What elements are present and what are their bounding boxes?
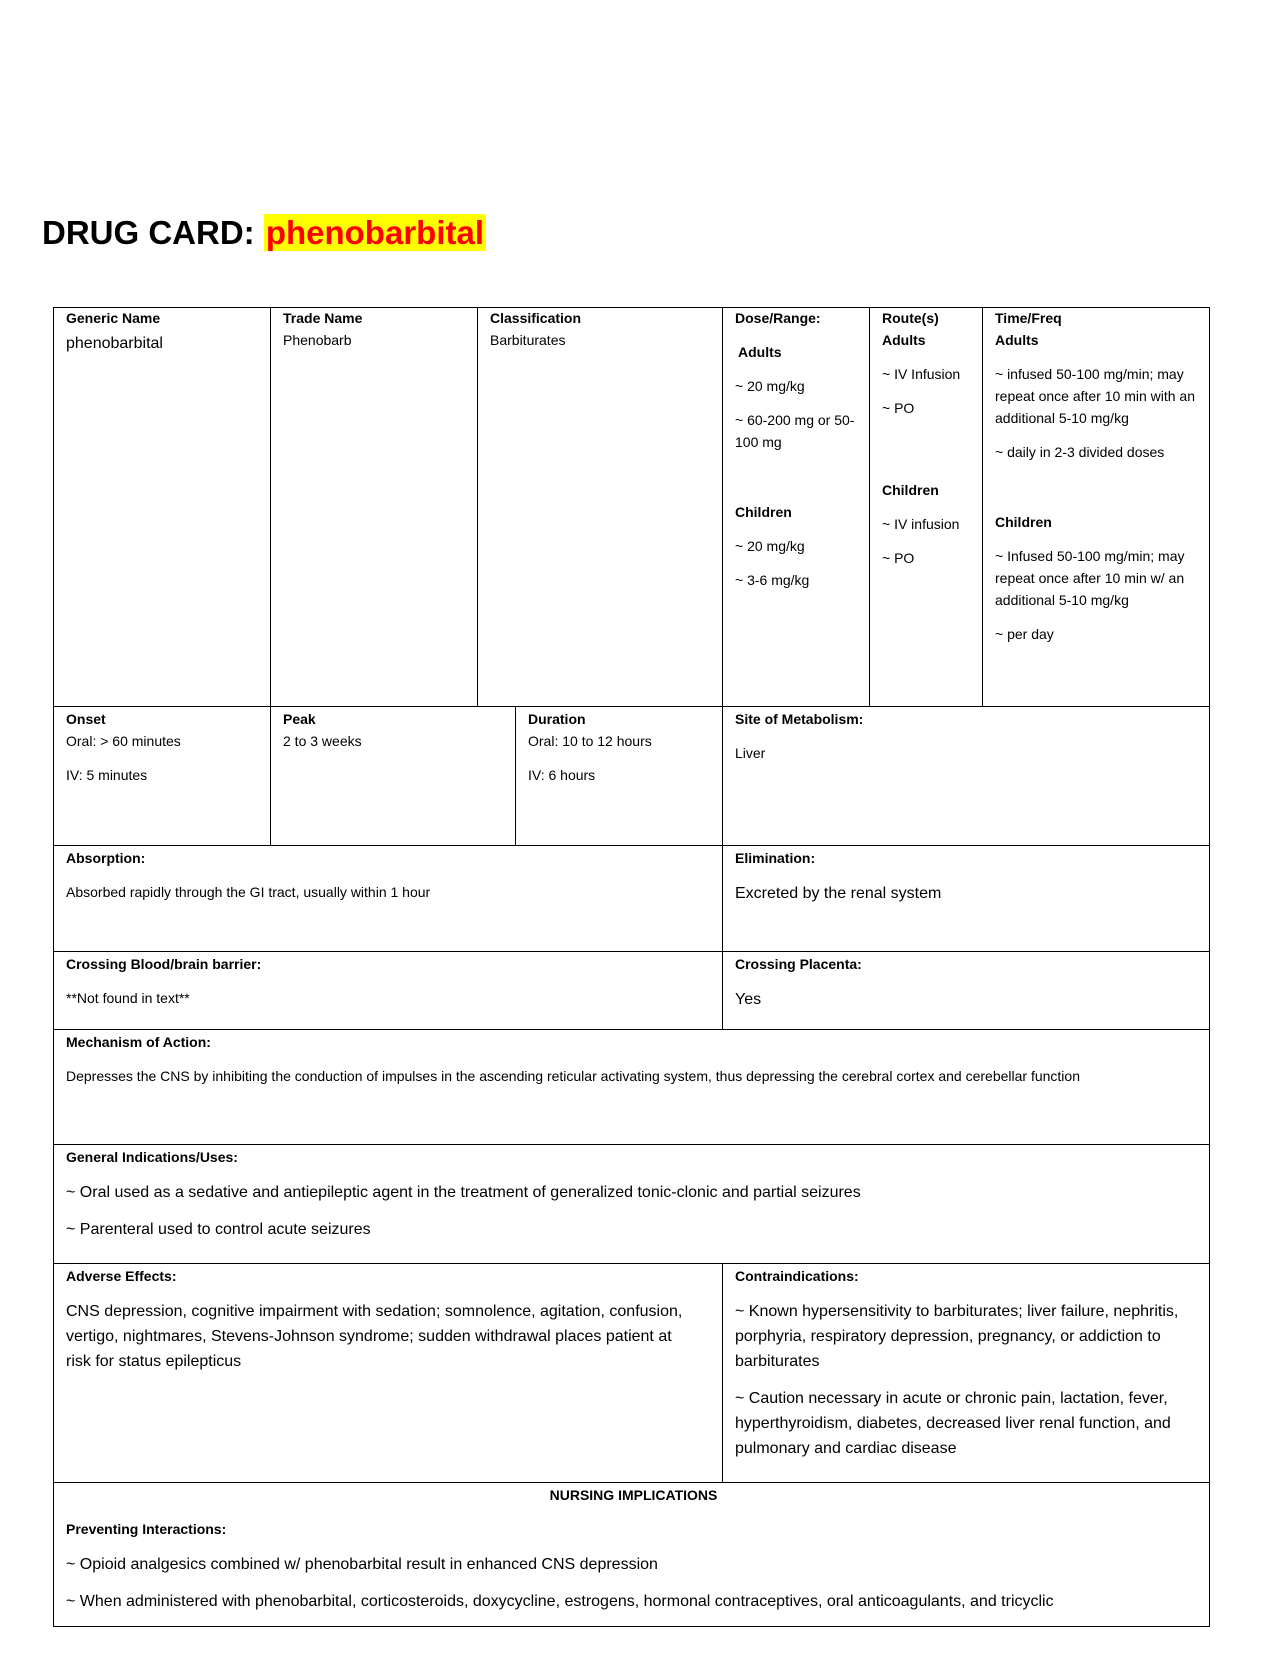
metabolism-label: Site of Metabolism: <box>735 711 864 727</box>
route-adults-item: ~ IV Infusion <box>882 366 961 382</box>
col-divider <box>722 845 723 1030</box>
indications-cell <box>66 1146 1201 1242</box>
dose-range-label: Dose/Range: <box>735 310 821 326</box>
route-children-item: ~ PO <box>882 550 915 566</box>
indication-item: ~ Oral used as a sedative and antiepileptic agent in the treatment of generalized tonic-clonic and partial seizures <box>66 1184 861 1201</box>
route-adults-item: ~ PO <box>882 400 915 416</box>
moa-cell <box>66 1031 1201 1087</box>
time-adults-item: ~ daily in 2-3 divided doses <box>995 444 1165 460</box>
col-divider <box>722 706 723 846</box>
row-divider <box>53 1263 1210 1264</box>
absorption-value: Absorbed rapidly through the GI tract, usually within 1 hour <box>66 884 431 900</box>
onset-oral: Oral: > 60 minutes <box>66 733 181 749</box>
time-freq-cell <box>995 307 1205 645</box>
absorption-label: Absorption: <box>66 850 146 866</box>
elimination-cell <box>735 847 1195 906</box>
classification-cell <box>490 307 715 351</box>
route-adults-label: Adults <box>882 332 926 348</box>
duration-label: Duration <box>528 711 586 727</box>
onset-label: Onset <box>66 711 106 727</box>
elimination-label: Elimination: <box>735 850 816 866</box>
adverse-effects-label: Adverse Effects: <box>66 1268 177 1284</box>
trade-name-label: Trade Name <box>283 310 363 326</box>
row-divider <box>53 845 1210 846</box>
col-divider <box>982 307 983 707</box>
dose-adults-item: ~ 60-200 mg or 50-100 mg <box>735 412 855 450</box>
col-divider <box>722 307 723 707</box>
contraindications-label: Contraindications: <box>735 1268 859 1284</box>
generic-name-value: phenobarbital <box>66 335 163 352</box>
bbb-value: **Not found in text** <box>66 990 190 1006</box>
bbb-label: Crossing Blood/brain barrier: <box>66 956 262 972</box>
placenta-value: Yes <box>735 991 762 1008</box>
title-prefix: DRUG CARD: <box>42 214 255 251</box>
row-divider <box>53 1482 1210 1483</box>
duration-oral: Oral: 10 to 12 hours <box>528 733 652 749</box>
moa-value: Depresses the CNS by inhibiting the conduction of impulses in the ascending reticular activating system, thus depressing the cerebral cortex and cerebellar function <box>66 1068 1080 1084</box>
adverse-effects-value: CNS depression, cognitive impairment with sedation; somnolence, agitation, confusion, vertigo, nightmares, Stevens-Johnson syndrome; sudden withdrawal places patient at risk for status epilepticus <box>66 1303 683 1370</box>
dose-children-label: Children <box>735 504 792 520</box>
time-children-item: ~ Infused 50-100 mg/min; may repeat once after 10 min w/ an additional 5-10 mg/kg <box>995 548 1185 608</box>
contraindication-item: ~ Caution necessary in acute or chronic pain, lactation, fever, hyperthyroidism, diabetes, decreased liver renal function, and pulmonary and cardiac disease <box>735 1390 1171 1457</box>
preventing-interactions-label: Preventing Interactions: <box>66 1521 227 1537</box>
time-freq-label: Time/Freq <box>995 310 1062 326</box>
peak-value: 2 to 3 weeks <box>283 733 362 749</box>
interaction-item: ~ Opioid analgesics combined w/ phenobarbital result in enhanced CNS depression <box>66 1556 658 1573</box>
peak-label: Peak <box>283 711 316 727</box>
col-divider <box>869 307 870 707</box>
interaction-item: ~ When administered with phenobarbital, corticosteroids, doxycycline, estrogens, hormonal contraceptives, oral anticoagulants, and tricyclic <box>66 1593 1054 1610</box>
duration-iv: IV: 6 hours <box>528 767 596 783</box>
classification-label: Classification <box>490 310 582 326</box>
nursing-implications-cell <box>66 1484 1201 1624</box>
dose-range-cell <box>735 307 863 591</box>
dose-adults-label: Adults <box>738 344 782 360</box>
page-title <box>42 214 486 252</box>
col-divider <box>270 307 271 846</box>
bbb-cell <box>66 953 716 1009</box>
col-divider <box>515 706 516 846</box>
dose-children-item: ~ 20 mg/kg <box>735 538 805 554</box>
metabolism-value: Liver <box>735 745 766 761</box>
route-label: Route(s) <box>882 310 939 326</box>
dose-adults-item: ~ 20 mg/kg <box>735 378 805 394</box>
onset-cell <box>66 708 261 786</box>
drug-name-highlight: phenobarbital <box>265 214 485 251</box>
trade-name-value: Phenobarb <box>283 332 352 348</box>
nursing-implications-heading: NURSING IMPLICATIONS <box>549 1487 718 1503</box>
indications-label: General Indications/Uses: <box>66 1149 238 1165</box>
peak-cell <box>283 708 508 752</box>
metabolism-cell <box>735 708 1195 764</box>
generic-name-label: Generic Name <box>66 310 161 326</box>
elimination-value: Excreted by the renal system <box>735 885 942 902</box>
duration-cell <box>528 708 718 786</box>
row-divider <box>53 706 1210 707</box>
route-children-label: Children <box>882 482 939 498</box>
moa-label: Mechanism of Action: <box>66 1034 211 1050</box>
classification-value: Barbiturates <box>490 332 566 348</box>
generic-name-cell <box>66 307 261 356</box>
trade-name-cell <box>283 307 468 351</box>
col-divider <box>722 1263 723 1483</box>
placenta-label: Crossing Placenta: <box>735 956 862 972</box>
adverse-effects-cell <box>66 1265 696 1374</box>
route-children-item: ~ IV infusion <box>882 516 960 532</box>
row-divider <box>53 1029 1210 1030</box>
row-divider <box>53 951 1210 952</box>
time-children-label: Children <box>995 514 1052 530</box>
time-children-item: ~ per day <box>995 626 1054 642</box>
row-divider <box>53 1144 1210 1145</box>
placenta-cell <box>735 953 1195 1012</box>
contraindications-cell <box>735 1265 1207 1461</box>
contraindication-item: ~ Known hypersensitivity to barbiturates; liver failure, nephritis, porphyria, respiratory depression, pregnancy, or addiction to barbiturates <box>735 1303 1179 1370</box>
time-adults-label: Adults <box>995 332 1039 348</box>
absorption-cell <box>66 847 716 903</box>
indication-item: ~ Parenteral used to control acute seizures <box>66 1221 371 1238</box>
col-divider <box>477 307 478 707</box>
onset-iv: IV: 5 minutes <box>66 767 148 783</box>
dose-children-item: ~ 3-6 mg/kg <box>735 572 810 588</box>
route-cell <box>882 307 978 569</box>
time-adults-item: ~ infused 50-100 mg/min; may repeat once after 10 min with an additional 5-10 mg/kg <box>995 366 1196 426</box>
